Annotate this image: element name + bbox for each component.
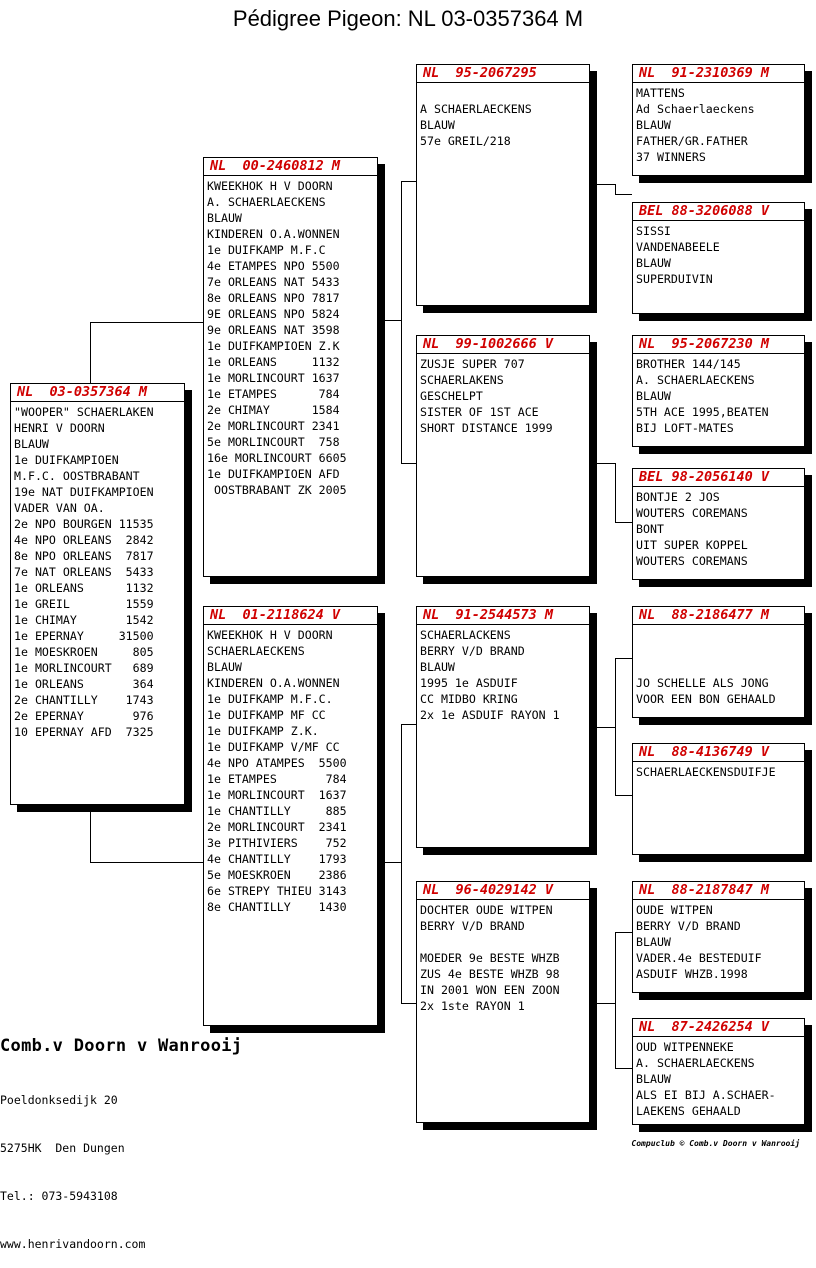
ring-number: NL 88-4136749 V [633, 744, 804, 762]
pigeon-info-line: 1e DUIFKAMP Z.K. [207, 724, 319, 738]
connector-line [401, 181, 417, 182]
pigeon-info-line: BROTHER 144/145 [636, 357, 741, 371]
connector-line [615, 658, 616, 796]
pigeon-info-line: KWEEKHOK H V DOORN [207, 179, 333, 193]
pigeon-card-mmf[interactable] [632, 881, 805, 993]
pigeon-info-line: BONT [636, 522, 664, 536]
pigeon-card-fff[interactable] [632, 64, 805, 176]
software-credit: Compuclub © Comb.v Doorn v Wanrooij [631, 1139, 800, 1148]
pigeon-info-line: 7e ORLEANS NAT 5433 [207, 275, 340, 289]
ring-number: NL 91-2544573 M [417, 607, 589, 625]
connector-line [615, 932, 632, 933]
pigeon-info-line: Ad Schaerlaeckens [636, 102, 755, 116]
pigeon-info [633, 221, 804, 287]
ring-number: NL 03-0357364 M [11, 384, 184, 402]
connector-line [401, 1003, 417, 1004]
pigeon-card-mm[interactable] [416, 881, 590, 1123]
pigeon-info-line: 3e PITHIVIERS 752 [207, 836, 347, 850]
pigeon-info-line: 1e CHIMAY 1542 [14, 613, 154, 627]
pigeon-info-line: BLAUW [636, 256, 671, 270]
pigeon-card-mfm[interactable] [632, 743, 805, 855]
pigeon-card-ff[interactable] [416, 64, 590, 306]
phone-line: Tel.: 073-5943108 [0, 1189, 118, 1203]
pigeon-card-fmf[interactable] [632, 335, 805, 447]
pigeon-info-line: BLAUW [207, 660, 242, 674]
pigeon-info-line: BLAUW [636, 935, 671, 949]
connector-line [615, 795, 632, 796]
pigeon-card-mmm[interactable] [632, 1018, 805, 1125]
connector-line [615, 658, 632, 659]
connector-line [401, 181, 402, 464]
pigeon-info-line: 4e NPO ATAMPES 5500 [207, 756, 347, 770]
pigeon-info-line: VOOR EEN BON GEHAALD [636, 692, 776, 706]
pigeon-card-mf[interactable] [416, 606, 590, 848]
connector-line [596, 1003, 616, 1004]
connector-line [384, 862, 402, 863]
connector-line [615, 1068, 632, 1069]
connector-line [401, 724, 402, 1004]
ring-number: BEL 98-2056140 V [633, 469, 804, 487]
pigeon-info [204, 625, 377, 915]
pigeon-info-line: VADER VAN OA. [14, 501, 105, 515]
pigeon-info-line: FATHER/GR.FATHER [636, 134, 748, 148]
postal-line: 5275HK Den Dungen [0, 1141, 125, 1155]
pigeon-info-line: WOUTERS COREMANS [636, 554, 748, 568]
pigeon-info-line: MATTENS [636, 86, 685, 100]
pigeon-info-line: SCHAERLAECKENSDUIFJE [636, 765, 776, 779]
pigeon-info-line: 1e MOESKROEN 805 [14, 645, 154, 659]
pigeon-info-line [420, 85, 589, 101]
pigeon-info [417, 625, 589, 723]
pigeon-info-line: A. SCHAERLAECKENS [636, 1056, 755, 1070]
pigeon-info-line: 1995 1e ASDUIF [420, 676, 518, 690]
pigeon-info-line: 1e EPERNAY 31500 [14, 629, 154, 643]
pigeon-info-line: OUDE WITPEN [636, 903, 713, 917]
pigeon-info-line: BLAUW [14, 437, 49, 451]
pigeon-info-line [636, 643, 804, 659]
pigeon-info-line: 1e DUIFKAMP M.F.C [207, 243, 326, 257]
pigeon-info-line: 1e DUIFKAMPIOEN Z.K [207, 339, 340, 353]
address-line: Poeldonksedijk 20 [0, 1093, 118, 1107]
pigeon-info-line: 4e ETAMPES NPO 5500 [207, 259, 340, 273]
pigeon-info [417, 900, 589, 1014]
connector-line [90, 806, 91, 862]
pigeon-info-line: 1e ORLEANS 1132 [207, 355, 340, 369]
pigeon-info-line: LAEKENS GEHAALD [636, 1104, 741, 1118]
ring-number: NL 88-2187847 M [633, 882, 804, 900]
pigeon-info-line: 8e ORLEANS NPO 7817 [207, 291, 340, 305]
pigeon-info-line: 8e CHANTILLY 1430 [207, 900, 347, 914]
connector-line [401, 724, 417, 725]
ring-number: NL 99-1002666 V [417, 336, 589, 354]
pigeon-card-fmm[interactable] [632, 468, 805, 580]
pigeon-info-line [636, 627, 804, 643]
pigeon-info-line: 16e MORLINCOURT 6605 [207, 451, 347, 465]
pigeon-info-line: 1e CHANTILLY 885 [207, 804, 347, 818]
pigeon-info-line: 2e CHANTILLY 1743 [14, 693, 154, 707]
pigeon-info-line: OUD WITPENNEKE [636, 1040, 734, 1054]
pigeon-info [633, 900, 804, 982]
pigeon-info-line: BLAUW [636, 1072, 671, 1086]
pigeon-info-line: 2e MORLINCOURT 2341 [207, 820, 347, 834]
pigeon-info [633, 1037, 804, 1119]
pigeon-info-line: SUPERDUIVIN [636, 272, 713, 286]
pigeon-info-line: 1e ORLEANS 364 [14, 677, 154, 691]
pigeon-info-line: SCHAERLAECKENS [207, 644, 305, 658]
connector-line [401, 463, 417, 464]
ring-number: NL 95-2067295 [417, 65, 589, 83]
pigeon-info-line: 1e MORLINCOURT 689 [14, 661, 154, 675]
pigeon-info-line: KINDEREN O.A.WONNEN [207, 227, 340, 241]
pigeon-card-mff[interactable] [632, 606, 805, 718]
pigeon-info-line: WOUTERS COREMANS [636, 506, 748, 520]
pigeon-info-line: 7e NAT ORLEANS 5433 [14, 565, 154, 579]
pigeon-info-line: IN 2001 WON EEN ZOON [420, 983, 560, 997]
pigeon-info-line: 1e ORLEANS 1132 [14, 581, 154, 595]
owner-address [0, 1060, 145, 1268]
pigeon-info-line: 9e ORLEANS NAT 3598 [207, 323, 340, 337]
pigeon-info-line: 2e MORLINCOURT 2341 [207, 419, 340, 433]
pigeon-info-line: SHORT DISTANCE 1999 [420, 421, 553, 435]
pigeon-info-line: 57e GREIL/218 [420, 134, 511, 148]
pigeon-card-father[interactable] [203, 157, 378, 577]
ring-number: NL 87-2426254 V [633, 1019, 804, 1037]
pigeon-info-line: UIT SUPER KOPPEL [636, 538, 748, 552]
pigeon-info-line: CC MIDBO KRING [420, 692, 518, 706]
pigeon-info-line: 2x 1e ASDUIF RAYON 1 [420, 708, 560, 722]
connector-line [596, 463, 616, 464]
connector-line [596, 184, 616, 185]
pigeon-info-line: SISSI [636, 224, 671, 238]
ring-number: NL 91-2310369 M [633, 65, 804, 83]
connector-line [615, 194, 632, 195]
connector-line [615, 463, 616, 523]
pigeon-info-line: BLAUW [420, 660, 455, 674]
pigeon-info-line: 19e NAT DUIFKAMPIOEN [14, 485, 154, 499]
pigeon-info-line: HENRI V DOORN [14, 421, 105, 435]
pigeon-info-line: ZUSJE SUPER 707 [420, 357, 525, 371]
pigeon-info-line: JO SCHELLE ALS JONG [636, 676, 769, 690]
pigeon-info-line: M.F.C. OOSTBRABANT [14, 469, 140, 483]
pigeon-info-line: 5e MORLINCOURT 758 [207, 435, 340, 449]
pigeon-info-line: 2e CHIMAY 1584 [207, 403, 340, 417]
pigeon-info [11, 402, 184, 740]
pigeon-info-line: 8e NPO ORLEANS 7817 [14, 549, 154, 563]
pigeon-info [633, 83, 804, 165]
pigeon-info [204, 176, 377, 498]
pigeon-info-line: ALS EI BIJ A.SCHAER- [636, 1088, 776, 1102]
pigeon-info-line: KINDEREN O.A.WONNEN [207, 676, 340, 690]
pigeon-info-line: VADER.4e BESTEDUIF [636, 951, 762, 965]
pigeon-info-line: 1e GREIL 1559 [14, 597, 154, 611]
pigeon-info-line: SCHAERLACKENS [420, 628, 511, 642]
pigeon-info-line: GESCHELPT [420, 389, 483, 403]
ring-number: NL 00-2460812 M [204, 158, 377, 176]
pigeon-info [633, 487, 804, 569]
pigeon-info-line: 4e CHANTILLY 1793 [207, 852, 347, 866]
pigeon-info-line: BLAUW [636, 118, 671, 132]
pigeon-card-mother[interactable] [203, 606, 378, 1026]
pigeon-info-line: A. SCHAERLAECKENS [636, 373, 755, 387]
pigeon-info-line: "WOOPER" SCHAERLAKEN [14, 405, 154, 419]
pigeon-info-line: 5TH ACE 1995,BEATEN [636, 405, 769, 419]
pigeon-info-line: 1e MORLINCOURT 1637 [207, 371, 340, 385]
ring-number: NL 01-2118624 V [204, 607, 377, 625]
pigeon-info-line: 5e MOESKROEN 2386 [207, 868, 347, 882]
pigeon-info-line: 4e NPO ORLEANS 2842 [14, 533, 154, 547]
pigeon-info-line: BERRY V/D BRAND [420, 644, 525, 658]
pigeon-info-line: 1e DUIFKAMP V/MF CC [207, 740, 340, 754]
pigeon-info-line [420, 934, 589, 950]
pigeon-info-line: VANDENABEELE [636, 240, 720, 254]
pigeon-info-line: A. SCHAERLAECKENS [207, 195, 326, 209]
pigeon-info-line: SCHAERLAKENS [420, 373, 504, 387]
ring-number: NL 88-2186477 M [633, 607, 804, 625]
pigeon-info-line: OOSTBRABANT ZK 2005 [207, 483, 347, 497]
connector-line [90, 862, 204, 863]
pigeon-info-line: BERRY V/D BRAND [636, 919, 741, 933]
pigeon-info-line: 2x 1ste RAYON 1 [420, 999, 525, 1013]
pigeon-info-line: SISTER OF 1ST ACE [420, 405, 539, 419]
pigeon-info-line: BONTJE 2 JOS [636, 490, 720, 504]
pigeon-info-line: 10 EPERNAY AFD 7325 [14, 725, 154, 739]
pigeon-info-line: 1e DUIFKAMPIOEN AFD [207, 467, 340, 481]
pigeon-info-line: DOCHTER OUDE WITPEN [420, 903, 553, 917]
pigeon-info-line: KWEEKHOK H V DOORN [207, 628, 333, 642]
pigeon-info-line: A SCHAERLAECKENS [420, 102, 532, 116]
pigeon-info-line: 37 WINNERS [636, 150, 706, 164]
pigeon-info [633, 762, 804, 780]
pigeon-info-line: 2e EPERNAY 976 [14, 709, 154, 723]
connector-line [90, 322, 91, 384]
pigeon-info-line: 1e ETAMPES 784 [207, 387, 340, 401]
pigeon-info-line: 2e NPO BOURGEN 11535 [14, 517, 154, 531]
pigeon-info-line: MOEDER 9e BESTE WHZB [420, 951, 560, 965]
ring-number: BEL 88-3206088 V [633, 203, 804, 221]
pigeon-card-ffm[interactable] [632, 202, 805, 314]
pigeon-info-line [636, 659, 804, 675]
pigeon-info-line: 9E ORLEANS NPO 5824 [207, 307, 340, 321]
pigeon-card-subject[interactable] [10, 383, 185, 805]
website-link[interactable]: www.henrivandoorn.com [0, 1237, 146, 1251]
ring-number: NL 95-2067230 M [633, 336, 804, 354]
pigeon-info-line: BERRY V/D BRAND [420, 919, 525, 933]
pigeon-info-line: BIJ LOFT-MATES [636, 421, 734, 435]
connector-line [384, 320, 402, 321]
pigeon-info-line: ZUS 4e BESTE WHZB 98 [420, 967, 560, 981]
pigeon-info-line: 6e STREPY THIEU 3143 [207, 884, 347, 898]
pigeon-info [633, 625, 804, 707]
page-title: Pédigree Pigeon: NL 03-0357364 M [232, 6, 584, 31]
pigeon-info [417, 83, 589, 149]
connector-line [596, 727, 616, 728]
owner-name: Comb.v Doorn v Wanrooij [0, 1036, 243, 1056]
pigeon-info-line: 1e DUIFKAMPIOEN [14, 453, 119, 467]
pigeon-info-line: ASDUIF WHZB.1998 [636, 967, 748, 981]
pigeon-info [417, 354, 589, 436]
ring-number: NL 96-4029142 V [417, 882, 589, 900]
pigeon-info-line: BLAUW [636, 389, 671, 403]
pigeon-info-line: 1e DUIFKAMP MF CC [207, 708, 326, 722]
pigeon-info-line: 1e ETAMPES 784 [207, 772, 347, 786]
pigeon-info [633, 354, 804, 436]
pigeon-info-line: 1e MORLINCOURT 1637 [207, 788, 347, 802]
pigeon-info-line: BLAUW [207, 211, 242, 225]
pigeon-info-line: 1e DUIFKAMP M.F.C. [207, 692, 333, 706]
connector-line [615, 522, 632, 523]
connector-line [615, 932, 616, 1069]
pigeon-info-line: BLAUW [420, 118, 455, 132]
connector-line [90, 322, 204, 323]
pigeon-card-fm[interactable] [416, 335, 590, 577]
